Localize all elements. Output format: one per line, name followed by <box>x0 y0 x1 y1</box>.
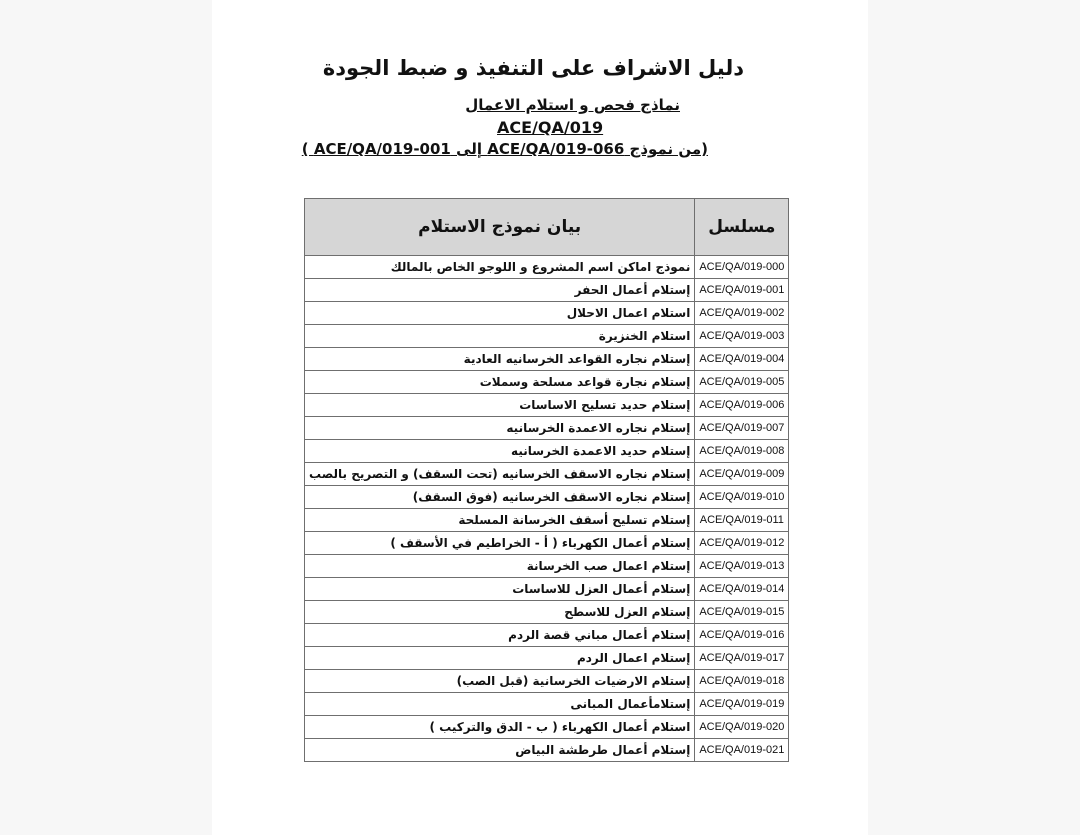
serial-cell: ACE/QA/019-005 <box>695 371 789 394</box>
description-cell: إستلام اعمال صب الخرسانة <box>305 555 695 578</box>
description-cell: إستلام نجاره الاسقف الخرسانيه (فوق السقف) <box>305 486 695 509</box>
description-header: بيان نموذج الاستلام <box>305 199 695 256</box>
description-cell: إستلام نجاره الاعمدة الخرسانيه <box>305 417 695 440</box>
table-row <box>305 670 789 693</box>
serial-cell: ACE/QA/019-003 <box>695 325 789 348</box>
serial-cell: ACE/QA/019-002 <box>695 302 789 325</box>
table-row <box>305 279 789 302</box>
serial-cell: ACE/QA/019-011 <box>695 509 789 532</box>
serial-cell: ACE/QA/019-019 <box>695 693 789 716</box>
table-row <box>305 394 789 417</box>
table-row <box>305 555 789 578</box>
description-cell: إستلامأعمال المبانى <box>305 693 695 716</box>
table-row <box>305 624 789 647</box>
serial-cell: ACE/QA/019-017 <box>695 647 789 670</box>
serial-cell: ACE/QA/019-001 <box>695 279 789 302</box>
description-cell: إستلام أعمال طرطشة البياض <box>305 739 695 762</box>
serial-cell: ACE/QA/019-009 <box>695 463 789 486</box>
table-row <box>305 647 789 670</box>
table-row <box>305 440 789 463</box>
table-row <box>305 693 789 716</box>
serial-cell: ACE/QA/019-020 <box>695 716 789 739</box>
document-title: دليل الاشراف على التنفيذ و ضبط الجودة <box>322 56 744 80</box>
table-row <box>305 256 789 279</box>
description-cell: إستلام حديد تسليح الاساسات <box>305 394 695 417</box>
description-cell: إستلام العزل للاسطح <box>305 601 695 624</box>
description-cell: إستلام اعمال الردم <box>305 647 695 670</box>
serial-cell: ACE/QA/019-018 <box>695 670 789 693</box>
description-cell: إستلام الارضيات الخرسانية (قبل الصب) <box>305 670 695 693</box>
description-cell: نموذج اماكن اسم المشروع و اللوجو الخاص بالمالك <box>305 256 695 279</box>
serial-cell: ACE/QA/019-000 <box>695 256 789 279</box>
serial-cell: ACE/QA/019-013 <box>695 555 789 578</box>
table-row <box>305 348 789 371</box>
table-row <box>305 371 789 394</box>
serial-cell: ACE/QA/019-010 <box>695 486 789 509</box>
table-row <box>305 486 789 509</box>
serial-cell: ACE/QA/019-016 <box>695 624 789 647</box>
description-cell: إستلام أعمال الحفر <box>305 279 695 302</box>
table-body <box>305 256 789 762</box>
table-row <box>305 325 789 348</box>
serial-cell: ACE/QA/019-006 <box>695 394 789 417</box>
serial-cell: ACE/QA/019-012 <box>695 532 789 555</box>
description-cell: إستلام نجارة قواعد مسلحة وسملات <box>305 371 695 394</box>
description-cell: استلام الخنزيرة <box>305 325 695 348</box>
table-row <box>305 532 789 555</box>
serial-header: مسلسل <box>695 199 789 256</box>
description-cell: إستلام أعمال مباني قصة الردم <box>305 624 695 647</box>
table-header-row <box>305 199 789 256</box>
document-code: ACE/QA/019 <box>497 118 604 137</box>
description-cell: إستلام حديد الاعمدة الخرسانيه <box>305 440 695 463</box>
serial-cell: ACE/QA/019-008 <box>695 440 789 463</box>
serial-cell: ACE/QA/019-004 <box>695 348 789 371</box>
forms-table <box>304 198 789 762</box>
serial-cell: ACE/QA/019-007 <box>695 417 789 440</box>
table-row <box>305 509 789 532</box>
description-cell: إستلام تسليح أسقف الخرسانة المسلحة <box>305 509 695 532</box>
document-subtitle: نماذج فحص و استلام الاعمال <box>465 96 680 114</box>
document-header <box>0 0 1080 180</box>
serial-cell: ACE/QA/019-021 <box>695 739 789 762</box>
description-cell: إستلام نجاره الاسقف الخرسانيه (تحت السقف) و التصريح بالصب <box>305 463 695 486</box>
table-row <box>305 578 789 601</box>
serial-cell: ACE/QA/019-015 <box>695 601 789 624</box>
serial-cell: ACE/QA/019-014 <box>695 578 789 601</box>
table-row <box>305 739 789 762</box>
description-cell: استلام اعمال الاحلال <box>305 302 695 325</box>
table-row <box>305 716 789 739</box>
description-cell: إستلام أعمال الكهرباء ( أ - الخراطيم في الأسقف ) <box>305 532 695 555</box>
table-row <box>305 601 789 624</box>
description-cell: إستلام أعمال العزل للاساسات <box>305 578 695 601</box>
form-range: (من نموذج ACE/QA/019-066 إلى ACE/QA/019-001 ) <box>301 140 708 158</box>
table-row <box>305 302 789 325</box>
description-cell: استلام أعمال الكهرباء ( ب - الدق والتركيب ) <box>305 716 695 739</box>
table-row <box>305 417 789 440</box>
description-cell: إستلام نجاره القواعد الخرسانيه العادية <box>305 348 695 371</box>
table-row <box>305 463 789 486</box>
